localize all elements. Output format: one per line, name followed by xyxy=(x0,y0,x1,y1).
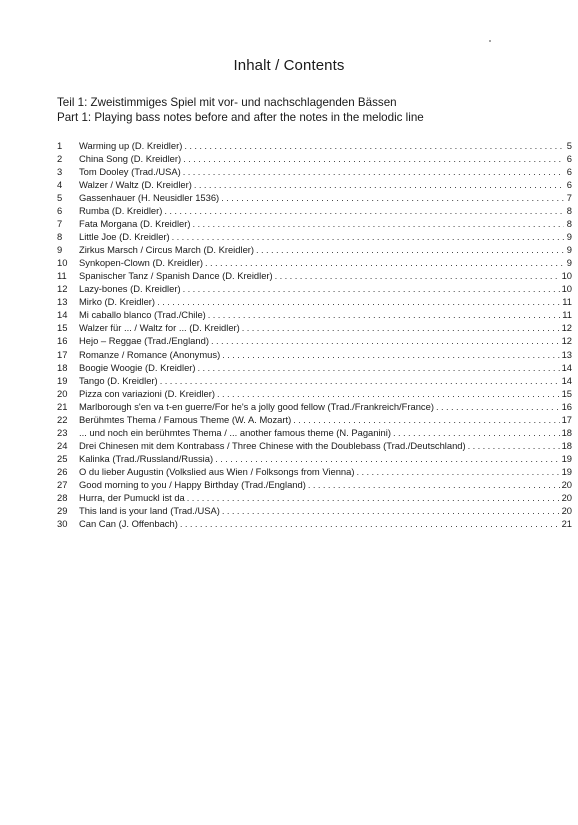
entry-title: Zirkus Marsch / Circus March (D. Kreidler) xyxy=(79,244,255,256)
toc-row xyxy=(57,230,572,243)
dot-leader xyxy=(198,361,560,374)
entry-title: Fata Morgana (D. Kreidler) xyxy=(79,218,191,230)
toc-row xyxy=(57,217,572,230)
dot-leader xyxy=(208,308,560,321)
toc-row xyxy=(57,321,572,334)
entry-number: 6 xyxy=(57,205,63,217)
page-number: 12 xyxy=(561,322,572,334)
entry-number: 30 xyxy=(57,517,68,529)
entry-title: China Song (D. Kreidler) xyxy=(79,153,182,165)
entry-number: 13 xyxy=(57,296,68,308)
toc-row xyxy=(57,465,572,478)
dot-leader xyxy=(222,504,560,517)
dot-leader xyxy=(357,465,560,478)
page-title: Inhalt / Contents xyxy=(233,57,345,74)
entry-title: Little Joe (D. Kreidler) xyxy=(79,231,170,243)
page-number: 15 xyxy=(561,387,572,399)
entry-number: 4 xyxy=(57,179,63,191)
entry-title: Spanischer Tanz / Spanish Dance (D. Kreidler) xyxy=(79,270,273,282)
page-number: 20 xyxy=(561,491,572,503)
dot-leader xyxy=(184,139,564,152)
page-number: 20 xyxy=(561,504,572,516)
entry-number: 23 xyxy=(57,426,68,438)
entry-title: Walzer für ... / Waltz for ... (D. Kreidler) xyxy=(79,322,240,334)
entry-title: Gassenhauer (H. Neusidler 1536) xyxy=(79,192,220,204)
toc-row xyxy=(57,361,572,374)
toc-row xyxy=(57,139,572,152)
page-number: 18 xyxy=(561,439,572,451)
entry-number: 29 xyxy=(57,504,68,516)
page-number: 11 xyxy=(562,296,572,308)
dot-leader xyxy=(293,413,559,426)
dot-leader xyxy=(221,191,564,204)
entry-title: Good morning to you / Happy Birthday (Trad./England) xyxy=(79,478,306,490)
dot-leader xyxy=(183,282,560,295)
dot-leader xyxy=(222,348,559,361)
page-number: 6 xyxy=(566,153,572,165)
entry-title: Kalinka (Trad./Russland/Russia) xyxy=(79,452,214,464)
entry-title: Hurra, der Pumuckl ist da xyxy=(79,491,185,503)
section-heading xyxy=(57,95,557,125)
toc-row xyxy=(57,478,572,491)
toc-row xyxy=(57,269,572,282)
entry-title: Warming up (D. Kreidler) xyxy=(79,140,183,151)
entry-number: 2 xyxy=(57,153,63,165)
entry-number: 1 xyxy=(57,140,63,151)
toc-row xyxy=(57,387,572,400)
page-number: 10 xyxy=(561,283,572,295)
entry-number: 22 xyxy=(57,413,68,425)
toc-row xyxy=(57,256,572,269)
entry-title: Berühmtes Thema / Famous Theme (W. A. Mozart) xyxy=(79,413,292,425)
entry-number: 12 xyxy=(57,283,68,295)
toc-row xyxy=(57,282,572,295)
section-heading-german: Teil 1: Zweistimmiges Spiel mit vor- und nachschlagenden Bässen xyxy=(57,96,397,109)
entry-title: Walzer / Waltz (D. Kreidler) xyxy=(79,179,192,191)
entry-number: 10 xyxy=(57,257,68,269)
toc-row xyxy=(57,152,572,165)
dot-leader xyxy=(217,387,560,400)
toc-row xyxy=(57,504,572,517)
dot-leader xyxy=(256,243,564,256)
entry-title: Pizza con variazioni (D. Kreidler) xyxy=(79,387,215,399)
dot-leader xyxy=(164,204,564,217)
page-number: 9 xyxy=(566,244,572,256)
toc-row xyxy=(57,165,572,178)
toc-row xyxy=(57,204,572,217)
page-number: 5 xyxy=(566,140,572,151)
entry-number: 26 xyxy=(57,465,68,477)
entry-number: 11 xyxy=(57,270,67,282)
entry-title: Romanze / Romance (Anonymus) xyxy=(79,348,221,360)
page-number: 7 xyxy=(566,192,572,204)
entry-title: Hejo – Reggae (Trad./England) xyxy=(79,335,209,347)
page-number: 13 xyxy=(561,348,572,360)
toc-row xyxy=(57,243,572,256)
dot-leader xyxy=(242,321,560,334)
page-number: 9 xyxy=(566,257,572,269)
dot-leader xyxy=(180,517,560,530)
page-number: 17 xyxy=(561,413,572,425)
toc-row xyxy=(57,413,572,426)
toc-row xyxy=(57,400,572,413)
page-number: 19 xyxy=(561,452,572,464)
dot-leader xyxy=(468,439,560,452)
page-number: 18 xyxy=(561,426,572,438)
dot-leader xyxy=(172,230,564,243)
entry-number: 9 xyxy=(57,244,63,256)
dot-leader xyxy=(211,334,560,347)
entry-title: ... und noch ein berühmtes Thema / ... another famous theme (N. Paganini) xyxy=(79,426,391,438)
page-number: 8 xyxy=(566,218,572,230)
page-number: 19 xyxy=(561,465,572,477)
entry-number: 25 xyxy=(57,452,68,464)
toc-row xyxy=(57,178,572,191)
entry-number: 14 xyxy=(57,309,68,321)
dot-leader xyxy=(205,256,564,269)
dot-leader xyxy=(183,165,564,178)
page-number: 11 xyxy=(562,309,572,321)
entry-number: 15 xyxy=(57,322,68,334)
entry-title: This land is your land (Trad./USA) xyxy=(79,504,220,516)
page-number: 8 xyxy=(566,205,572,217)
dot-leader xyxy=(160,374,560,387)
page-number: 14 xyxy=(561,361,572,373)
entry-number: 18 xyxy=(57,361,68,373)
page-number: 14 xyxy=(561,374,572,386)
dot-leader xyxy=(308,478,560,491)
page-number: 9 xyxy=(566,231,572,243)
toc-row xyxy=(57,452,572,465)
entry-title: Can Can (J. Offenbach) xyxy=(79,517,178,529)
dot-leader xyxy=(187,491,560,504)
entry-number: 16 xyxy=(57,335,68,347)
entry-title: Boogie Woogie (D. Kreidler) xyxy=(79,361,196,373)
toc-row xyxy=(57,439,572,452)
page-number: 6 xyxy=(566,179,572,191)
entry-number: 5 xyxy=(57,192,63,204)
entry-title: Synkopen-Clown (D. Kreidler) xyxy=(79,257,204,269)
dot-leader xyxy=(194,178,564,191)
page-number: 20 xyxy=(561,478,572,490)
page-number: 10 xyxy=(561,270,572,282)
entry-title: Lazy-bones (D. Kreidler) xyxy=(79,283,181,295)
scan-speck xyxy=(489,40,491,42)
toc-row xyxy=(57,491,572,504)
toc-row xyxy=(57,426,572,439)
entry-number: 7 xyxy=(57,218,63,230)
page-number: 16 xyxy=(561,400,572,412)
page-number: 6 xyxy=(566,166,572,178)
toc-row xyxy=(57,334,572,347)
toc-row xyxy=(57,517,572,530)
toc-row xyxy=(57,191,572,204)
entry-title: Marlborough s'en va t-en guerre/For he's a jolly good fellow (Trad./Frankreich/France) xyxy=(79,400,434,412)
entry-title: Tango (D. Kreidler) xyxy=(79,374,158,386)
entry-title: Mi caballo blanco (Trad./Chile) xyxy=(79,309,206,321)
toc-row xyxy=(57,308,572,321)
entry-title: Drei Chinesen mit dem Kontrabass / Three Chinese with the Doublebass (Trad./Deutschland) xyxy=(79,439,466,451)
entry-title: Mirko (D. Kreidler) xyxy=(79,296,156,308)
entry-number: 19 xyxy=(57,374,68,386)
dot-leader xyxy=(393,426,560,439)
dot-leader xyxy=(193,217,565,230)
dot-leader xyxy=(183,152,564,165)
entry-number: 21 xyxy=(57,400,68,412)
entry-number: 20 xyxy=(57,387,68,399)
section-heading-english: Part 1: Playing bass notes before and after the notes in the melodic line xyxy=(57,111,424,124)
toc-row xyxy=(57,348,572,361)
contents-list xyxy=(57,139,572,530)
dot-leader xyxy=(157,295,560,308)
entry-number: 27 xyxy=(57,478,68,490)
entry-number: 17 xyxy=(57,348,68,360)
dot-leader xyxy=(215,452,559,465)
dot-leader xyxy=(436,400,560,413)
entry-number: 3 xyxy=(57,166,63,178)
entry-number: 28 xyxy=(57,491,68,503)
entry-title: O du lieber Augustin (Volkslied aus Wien / Folksongs from Vienna) xyxy=(79,465,355,477)
entry-number: 24 xyxy=(57,439,68,451)
entry-title: Rumba (D. Kreidler) xyxy=(79,205,163,217)
toc-row xyxy=(57,295,572,308)
dot-leader xyxy=(275,269,560,282)
entry-title: Tom Dooley (Trad./USA) xyxy=(79,166,181,178)
page-number: 12 xyxy=(561,335,572,347)
page-number: 21 xyxy=(561,517,572,529)
entry-number: 8 xyxy=(57,231,63,243)
toc-row xyxy=(57,374,572,387)
